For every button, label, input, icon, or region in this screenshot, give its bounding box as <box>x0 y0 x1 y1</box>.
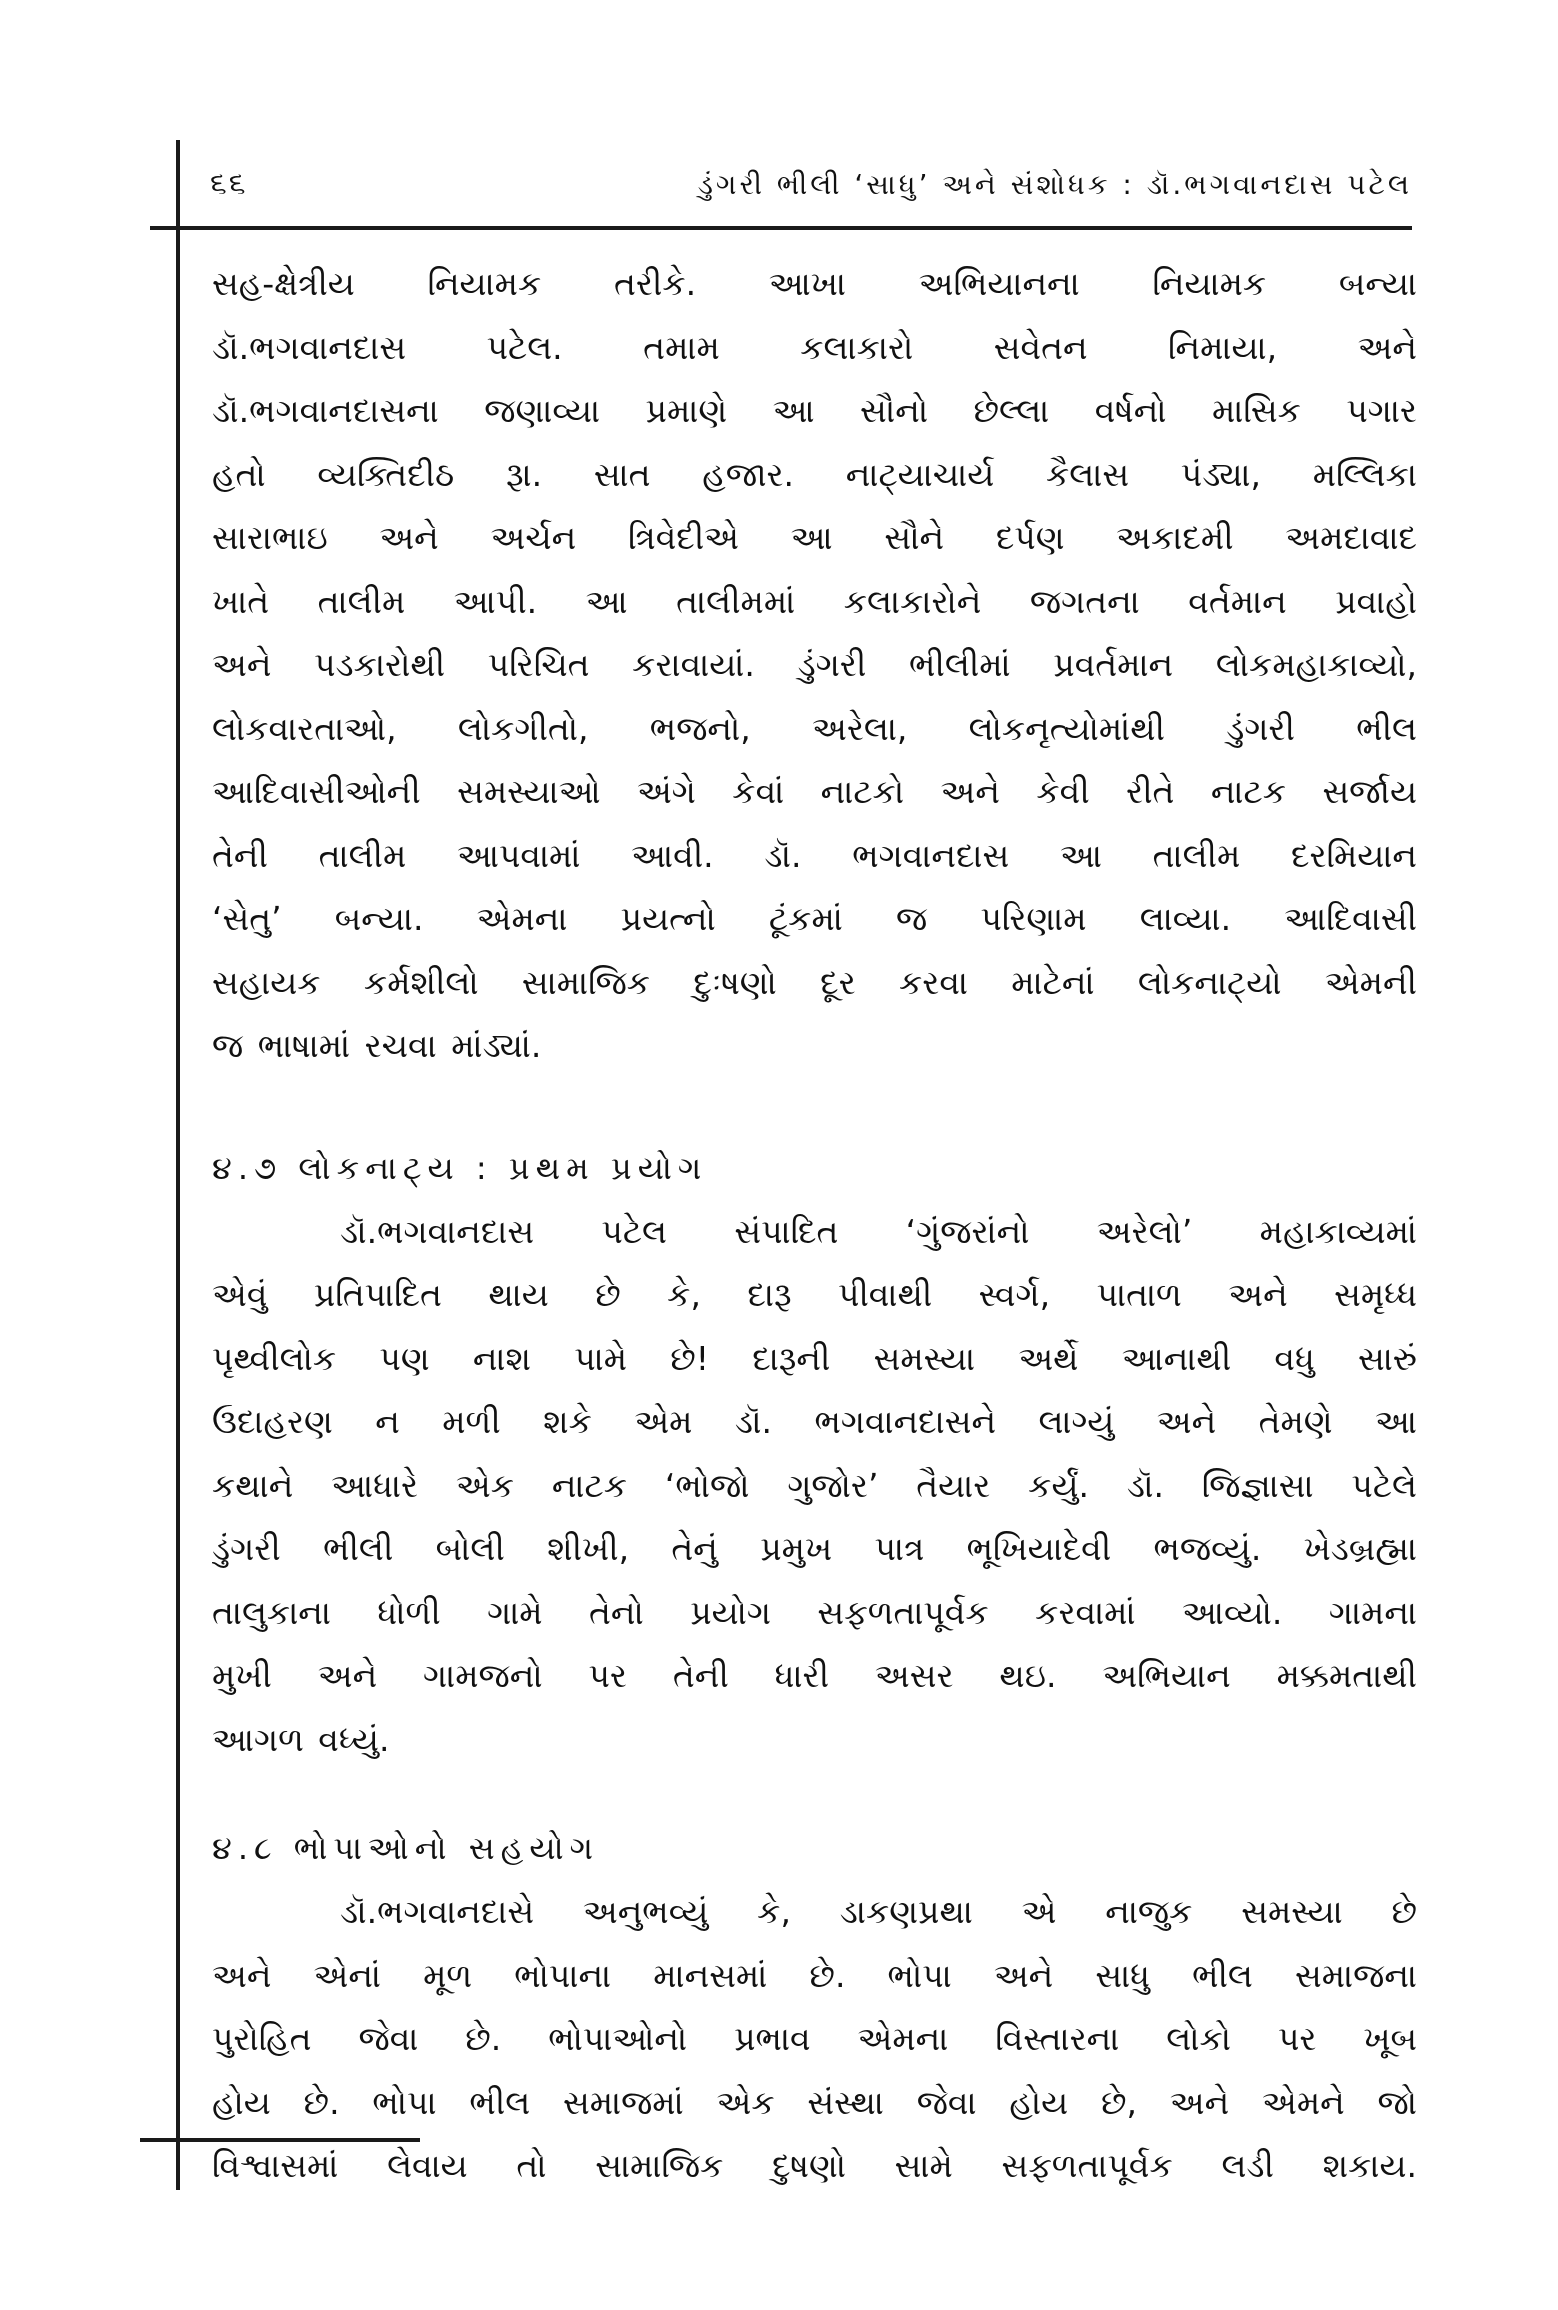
section-4-8 <box>212 1816 1417 2198</box>
text-line: હતો વ્યક્તિદીઠ રૂા. સાત હજાર. નાટ્યાચાર્ય કૈલાસ પંડ્યા, મલ્લિકા <box>212 454 1417 494</box>
section-4-7 <box>212 1136 1417 1772</box>
text-line: કથાને આધારે એક નાટક ‘ભોજો ગુજોર’ તૈયાર કર્યું. ડૉ. જિજ્ઞાસા પટેલે <box>212 1465 1417 1505</box>
text-line: વિશ્વાસમાં લેવાય તો સામાજિક દુષણો સામે સફળતાપૂર્વક લડી શકાય. <box>212 2146 1417 2185</box>
text-line: ડૉ.ભગવાનદાસ પટેલ. તમામ કલાકારો સવેતન નિમાયા, અને <box>212 327 1417 367</box>
running-title: ડુંગરી ભીલી ‘સાધુ’ અને સંશોધક : ડૉ.ભગવાનદાસ પટેલ <box>697 168 1412 201</box>
text-line: સહાયક કર્મશીલો સામાજિક દુઃષણો દૂર કરવા માટેનાં લોકનાટ્યો એમની <box>212 962 1417 1002</box>
paragraph-1 <box>212 252 1417 1078</box>
text-line: ડૉ.ભગવાનદાસ પટેલ સંપાદિત ‘ગુંજરાંનો અરેલો’ મહાકાવ્યમાં <box>340 1211 1417 1251</box>
text-line: હોય છે. ભોપા ભીલ સમાજમાં એક સંસ્થા જેવા હોય છે, અને એમને જો <box>212 2082 1417 2122</box>
text-line: આદિવાસીઓની સમસ્યાઓ અંગે કેવાં નાટકો અને કેવી રીતે નાટક સર્જાય <box>212 772 1417 811</box>
text-line: જ ભાષામાં રચવા માંડ્યાં. <box>212 1026 542 1065</box>
section-heading: ૪.૮ ભોપાઓનો સહયોગ <box>212 1829 599 1867</box>
margin-rule <box>176 140 180 2190</box>
page-number: ૬૬ <box>210 166 248 201</box>
text-line: સહ-ક્ષેત્રીય નિયામક તરીકે. આખા અભિયાનના નિયામક બન્યા <box>212 264 1417 303</box>
text-line: ઉદાહરણ ન મળી શકે એમ ડૉ. ભગવાનદાસને લાગ્યું અને તેમણે આ <box>212 1402 1417 1441</box>
page-body <box>212 252 1417 2198</box>
text-line: આગળ વધ્યું. <box>212 1719 390 1759</box>
text-line: લોકવારતાઓ, લોકગીતો, ભજનો, અરેલા, લોકનૃત્યોમાંથી ડુંગરી ભીલ <box>212 708 1417 748</box>
text-line: અને પડકારોથી પરિચિત કરાવાયાં. ડુંગરી ભીલીમાં પ્રવર્તમાન લોકમહાકાવ્યો, <box>212 645 1417 684</box>
text-line: તાલુકાના ધોળી ગામે તેનો પ્રયોગ સફળતાપૂર્વક કરવામાં આવ્યો. ગામના <box>212 1592 1417 1632</box>
text-line: પુરોહિત જેવા છે. ભોપાઓનો પ્રભાવ એમના વિસ્તારના લોકો પર ખૂબ <box>212 2019 1417 2058</box>
text-line: અને એનાં મૂળ ભોપાના માનસમાં છે. ભોપા અને સાધુ ભીલ સમાજના <box>212 1955 1417 1995</box>
text-line: ડુંગરી ભીલી બોલી શીખી, તેનું પ્રમુખ પાત્ર ભૂખિયાદેવી ભજવ્યું. ખેડબ્રહ્મા <box>212 1529 1417 1568</box>
text-line: ડૉ.ભગવાનદાસના જણાવ્યા પ્રમાણે આ સૌનો છેલ્લા વર્ષનો માસિક પગાર <box>212 391 1417 430</box>
spacer <box>212 1078 1417 1136</box>
text-line: પૃથ્વીલોક પણ નાશ પામે છે! દારૂની સમસ્યા અર્થે આનાથી વધુ સારું <box>212 1338 1417 1378</box>
text-line: સારાભાઇ અને અર્ચન ત્રિવેદીએ આ સૌને દર્પણ અકાદમી અમદાવાદ <box>212 518 1417 557</box>
text-line: એવું પ્રતિપાદિત થાય છે કે, દારૂ પીવાથી સ્વર્ગ, પાતાળ અને સમૃધ્ધ <box>212 1275 1417 1314</box>
text-line: ખાતે તાલીમ આપી. આ તાલીમમાં કલાકારોને જગતના વર્તમાન પ્રવાહો <box>212 581 1417 621</box>
section-heading: ૪.૭ લોકનાટ્ય : પ્રથમ પ્રયોગ <box>212 1148 708 1187</box>
header-rule <box>150 226 1412 230</box>
text-line: ‘સેતુ’ બન્યા. એમના પ્રયત્નો ટૂંકમાં જ પરિણામ લાવ્યા. આદિવાસી <box>212 899 1417 938</box>
text-line: મુખી અને ગામજનો પર તેની ધારી અસર થઇ. અભિયાન મક્કમતાથી <box>212 1656 1417 1695</box>
text-line: ડૉ.ભગવાનદાસે અનુભવ્યું કે, ડાકણપ્રથા એ નાજુક સમસ્યા છે <box>340 1892 1417 1931</box>
text-line: તેની તાલીમ આપવામાં આવી. ડૉ. ભગવાનદાસ આ તાલીમ દરમિયાન <box>212 835 1417 875</box>
spacer <box>212 1771 1417 1816</box>
